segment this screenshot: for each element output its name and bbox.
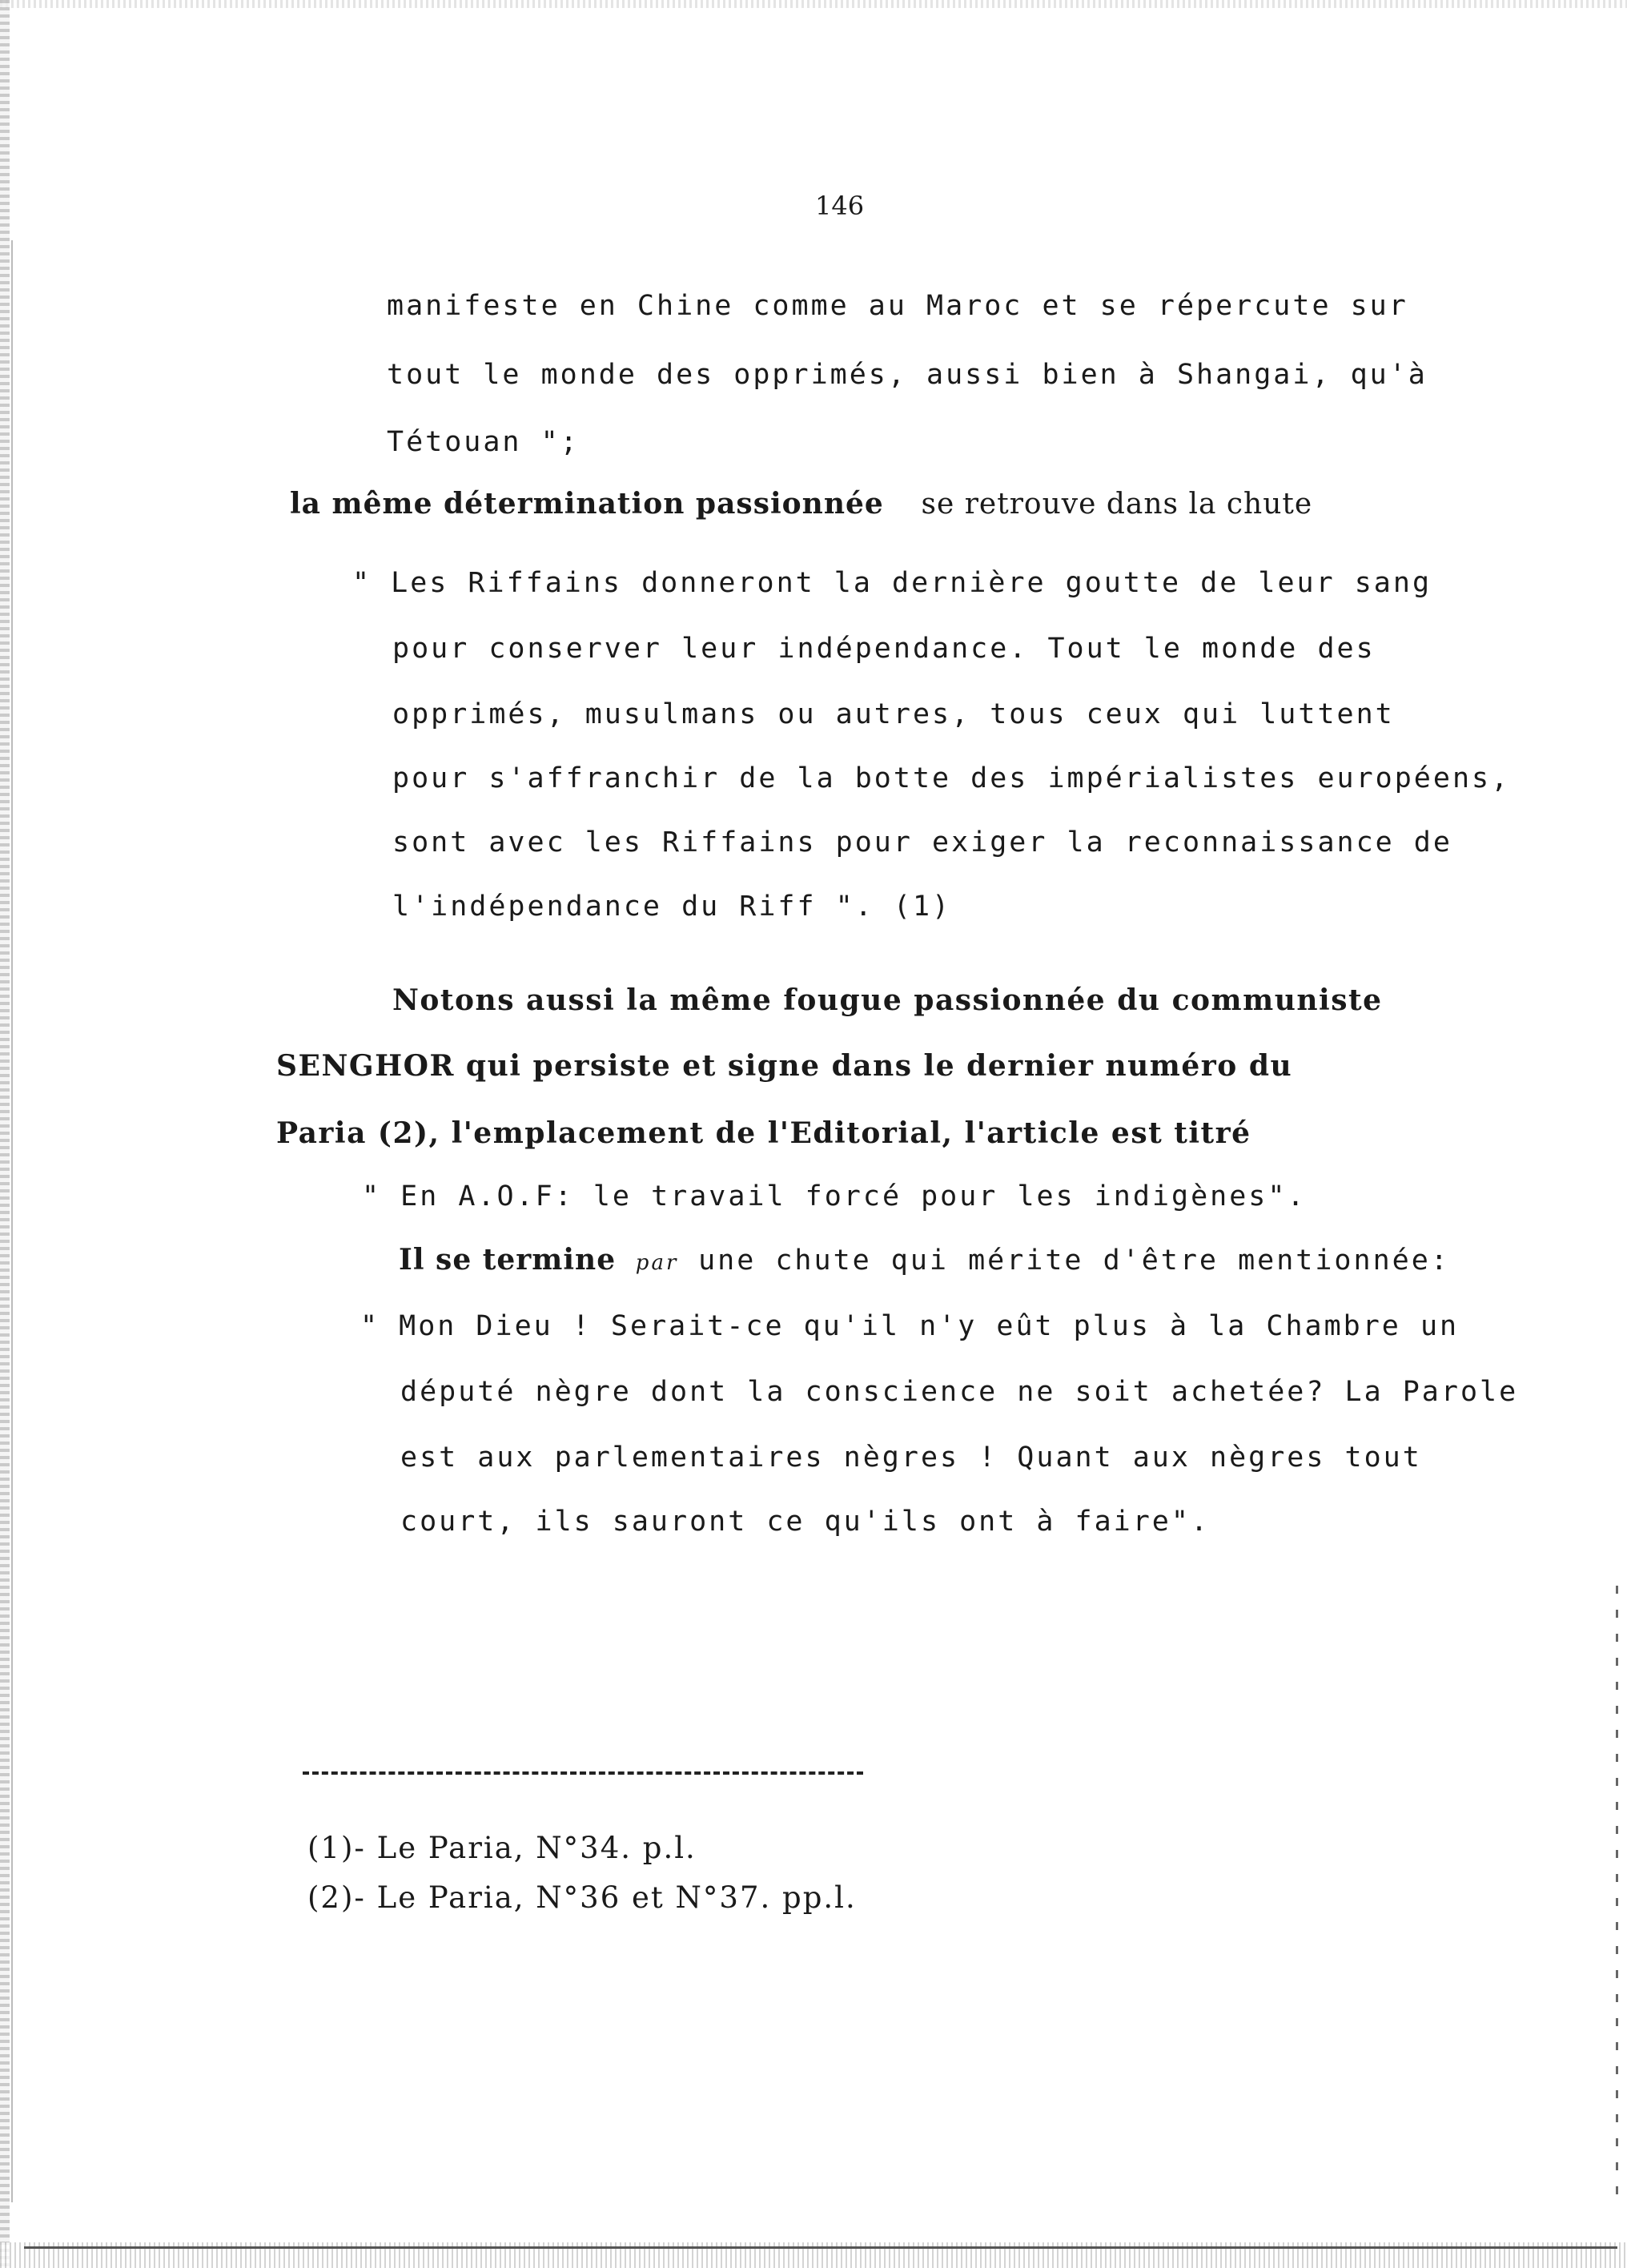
scan-edge-top bbox=[0, 0, 1627, 8]
quote-line: pour s'affranchir de la botte des impérialistes européens, bbox=[392, 762, 1511, 794]
scan-bottom-line bbox=[24, 2246, 1617, 2249]
footnote: (1)- Le Paria, N°34. p.l. bbox=[307, 1831, 697, 1865]
page-number: 146 bbox=[815, 191, 865, 221]
quote-line: " Mon Dieu ! Serait-ce qu'il n'y eût plus à la Chambre un bbox=[360, 1310, 1460, 1342]
intro-line bbox=[290, 487, 1312, 521]
article-title-quote: " En A.O.F: le travail forcé pour les indigènes". bbox=[362, 1180, 1307, 1212]
handwritten-word: par bbox=[635, 1251, 679, 1275]
quote-line: " Les Riffains donneront la dernière goutte de leur sang bbox=[352, 567, 1432, 599]
quote-line: manifeste en Chine comme au Maroc et se répercute sur bbox=[387, 290, 1408, 322]
ending-part2: une chute qui mérite d'être mentionnée: bbox=[698, 1245, 1450, 1277]
quote-line: pour conserver leur indépendance. Tout le monde des bbox=[392, 633, 1376, 665]
quote-line: sont avec les Riffains pour exiger la reconnaissance de bbox=[392, 826, 1452, 859]
quote-line: tout le monde des opprimés, aussi bien à Shangai, qu'à bbox=[387, 359, 1428, 391]
quote-line: court, ils sauront ce qu'ils ont à faire". bbox=[400, 1506, 1211, 1538]
scan-edge-right bbox=[1616, 1586, 1618, 2210]
quote-line: Tétouan "; bbox=[387, 426, 580, 458]
quote-line: opprimés, musulmans ou autres, tous ceux qui luttent bbox=[392, 698, 1395, 730]
quote-line: l'indépendance du Riff ". (1) bbox=[392, 891, 952, 923]
footnote-separator bbox=[303, 1771, 863, 1775]
footnote: (2)- Le Paria, N°36 et N°37. pp.l. bbox=[307, 1880, 857, 1915]
scan-edge-left bbox=[0, 0, 10, 2268]
quote-line: député nègre dont la conscience ne soit achetée? La Parole bbox=[400, 1376, 1519, 1408]
ending-part1: Il se termine bbox=[399, 1243, 617, 1277]
intro-part2: se retrouve dans la chute bbox=[921, 488, 1313, 521]
ending-line bbox=[399, 1243, 1450, 1277]
intro-part1: la même détermination passionnée bbox=[290, 487, 884, 521]
paragraph-line: Paria (2), l'emplacement de l'Editorial, l'article est titré bbox=[276, 1116, 1251, 1150]
paragraph-line: Notons aussi la même fougue passionnée du communiste bbox=[392, 983, 1383, 1017]
paragraph-line: SENGHOR qui persiste et signe dans le dernier numéro du bbox=[276, 1049, 1293, 1083]
quote-line: est aux parlementaires nègres ! Quant aux nègres tout bbox=[400, 1442, 1422, 1474]
scan-margin-line bbox=[11, 240, 13, 2202]
